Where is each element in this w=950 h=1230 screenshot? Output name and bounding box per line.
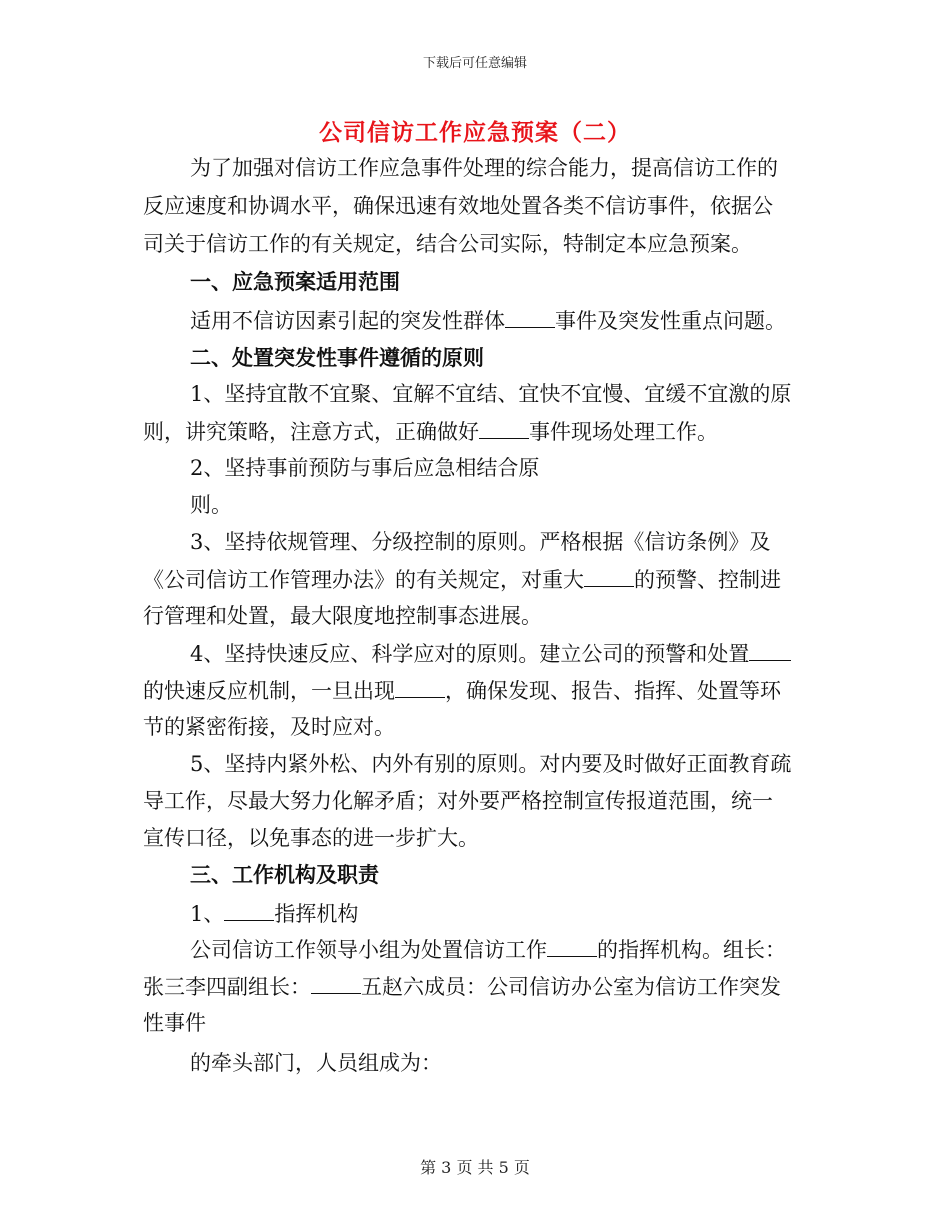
item2-line-1: 2、坚持事前预防与事后应急相结合原: [190, 456, 540, 480]
fill-blank: [311, 971, 361, 994]
item3-text-b: 的预警、控制进: [634, 568, 781, 592]
item4-line-2: [143, 675, 781, 706]
intro-line-3: 司关于信访工作的有关规定，结合公司实际，特制定本应急预案。: [143, 232, 752, 256]
page-number: 第 3 页 共 5 页: [420, 1158, 530, 1177]
section1-text-a: 适用不信访因素引起的突发性群体: [190, 309, 505, 333]
item1-line-2: [143, 416, 718, 447]
item4-line-1: [190, 638, 791, 669]
section3-line-4: 的牵头部门，人员组成为：: [190, 1051, 442, 1075]
section1-paragraph: [190, 305, 786, 336]
item1-line-1: 1、坚持宜散不宜聚、宜解不宜结、宜快不宜慢、宜缓不宜激的原: [190, 382, 792, 406]
fill-blank: [505, 305, 555, 328]
item4-text-b: 的快速反应机制，一旦出现: [143, 679, 395, 703]
fill-blank: [547, 934, 597, 957]
item4-text-c: ，确保发现、报告、指挥、处置等环: [445, 679, 781, 703]
section-heading-2: 二、处置突发性事件遵循的原则: [190, 345, 484, 370]
section3-subheading: [190, 898, 358, 929]
fill-blank: [749, 638, 791, 661]
item3-line-3: 行管理和处置，最大限度地控制事态进展。: [143, 604, 542, 628]
s3-text-d: 五赵六成员：公司信访办公室为信访工作突发: [361, 975, 781, 999]
item5-line-2: 导工作，尽最大努力化解矛盾；对外要严格控制宣传报道范围，统一: [143, 789, 773, 813]
document-title: 公司信访工作应急预案（二）: [319, 119, 631, 146]
item4-text-a: 4、坚持快速反应、科学应对的原则。建立公司的预警和处置: [190, 642, 750, 666]
intro-line-1: 为了加强对信访工作应急事件处理的综合能力，提高信访工作的: [190, 156, 778, 180]
fill-blank: [584, 564, 634, 587]
s3-text-c: 张三李四副组长：: [143, 975, 311, 999]
item3-text-a: 《公司信访工作管理办法》的有关规定，对重大: [143, 568, 584, 592]
section-heading-1: 一、应急预案适用范围: [190, 269, 400, 294]
item3-line-1: 3、坚持依规管理、分级控制的原则。严格根据《信访条例》及: [190, 530, 771, 554]
section-heading-3: 三、工作机构及职责: [190, 862, 379, 887]
header-note: 下载后可任意编辑: [422, 56, 527, 71]
item4-line-3: 节的紧密衔接，及时应对。: [143, 715, 395, 739]
item5-line-1: 5、坚持内紧外松、内外有别的原则。对内要及时做好正面教育疏: [190, 752, 792, 776]
sub1-text-b: 指挥机构: [274, 902, 359, 926]
section1-text-b: 事件及突发性重点问题。: [555, 309, 786, 333]
section3-line-1: [190, 934, 786, 965]
s3-text-b: 的指挥机构。组长：: [597, 938, 786, 962]
item5-line-3: 宣传口径，以免事态的进一步扩大。: [143, 826, 479, 850]
item3-line-2: [143, 564, 781, 595]
intro-line-2: 反应速度和协调水平，确保迅速有效地处置各类不信访事件，依据公: [143, 194, 773, 218]
item1-text-a: 则，讲究策略，注意方式，正确做好: [143, 420, 479, 444]
fill-blank: [224, 898, 274, 921]
section3-line-3: 性事件: [143, 1011, 206, 1035]
s3-text-a: 公司信访工作领导小组为处置信访工作: [190, 938, 547, 962]
sub1-text-a: 1、: [190, 902, 225, 926]
item1-text-b: 事件现场处理工作。: [529, 420, 718, 444]
fill-blank: [479, 416, 529, 439]
section3-line-2: [143, 971, 781, 1002]
fill-blank: [395, 675, 445, 698]
item2-line-2: 则。: [190, 493, 232, 517]
